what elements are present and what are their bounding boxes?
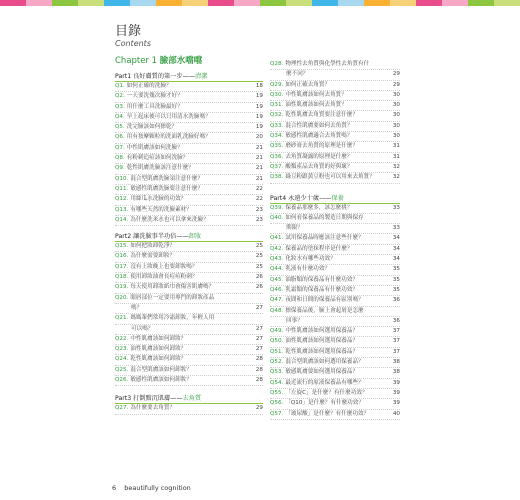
question-text: 油性肌膚該如何去角質？ bbox=[285, 102, 347, 109]
question-number: Q32. bbox=[270, 112, 284, 119]
toc-entry[interactable] bbox=[270, 204, 400, 214]
color-stripe-segment bbox=[104, 0, 130, 6]
page-ref: 25 bbox=[255, 253, 263, 260]
question-number: Q41. bbox=[270, 235, 284, 242]
toc-entry[interactable] bbox=[115, 325, 263, 335]
question-text: 油性肌膚該如何選用保養品？ bbox=[285, 338, 359, 345]
question-text: 一天要洗幾次臉才好？ bbox=[126, 93, 183, 100]
toc-entry[interactable] bbox=[270, 389, 400, 399]
toc-entry[interactable] bbox=[115, 252, 263, 262]
question-number: Q14. bbox=[115, 216, 129, 223]
toc-entry[interactable] bbox=[115, 185, 263, 195]
question-number: Q38. bbox=[270, 174, 284, 181]
color-stripe-segment bbox=[26, 0, 52, 6]
toc-entry[interactable] bbox=[115, 103, 263, 113]
question-text: 嗎？ bbox=[131, 304, 143, 311]
question-number: Q13. bbox=[115, 206, 129, 213]
page-ref: 25 bbox=[255, 243, 263, 250]
question-number: Q5. bbox=[115, 124, 125, 131]
page-ref: 34 bbox=[392, 235, 400, 242]
question-number: Q27. bbox=[115, 405, 129, 412]
toc-entry[interactable] bbox=[270, 81, 400, 91]
toc-entry[interactable] bbox=[115, 273, 263, 283]
toc-entry[interactable] bbox=[115, 175, 263, 185]
question-number: Q36. bbox=[270, 153, 284, 160]
page-ref: 28 bbox=[255, 377, 263, 384]
color-stripe-segment bbox=[390, 0, 416, 6]
part-heading: Part1 良好膚質的第一步——清潔 bbox=[115, 72, 263, 82]
page-ref: 39 bbox=[392, 389, 400, 396]
question-text: 乳霜類的保養品有什麼功效？ bbox=[285, 286, 359, 293]
question-text: 敏感性肌膚洗臉要注意什麼？ bbox=[130, 185, 204, 192]
toc-entry[interactable] bbox=[270, 163, 400, 173]
page-ref: 37 bbox=[392, 348, 400, 355]
page-ref: 26 bbox=[255, 284, 263, 291]
toc-entry[interactable] bbox=[115, 133, 263, 143]
toc-entry[interactable] bbox=[270, 101, 400, 111]
question-text: 保養品那麼多，該怎麼挑？ bbox=[285, 204, 353, 211]
question-number: Q49. bbox=[270, 328, 284, 335]
question-text: 綠豆粉跟黃豆粉也可以用來去角質？ bbox=[285, 174, 375, 181]
question-text: 乾性肌膚該如何選用保養品？ bbox=[285, 348, 359, 355]
page-number: 6 bbox=[112, 484, 117, 492]
page-ref: 25 bbox=[255, 263, 263, 270]
question-text: 混合性肌膚要如何去角質？ bbox=[285, 122, 353, 129]
question-text: 磨砂膏去角質的原理是什麼？ bbox=[285, 143, 359, 150]
question-number: Q3. bbox=[115, 103, 125, 110]
toc-entry[interactable] bbox=[270, 399, 400, 409]
page-ref: 27 bbox=[255, 304, 263, 311]
page-ref: 38 bbox=[392, 369, 400, 376]
page-ref: 32 bbox=[392, 174, 400, 181]
question-text: 「左旋C」是什麼？有什麼功效？ bbox=[285, 389, 368, 396]
toc-entry[interactable] bbox=[115, 335, 263, 345]
page-ref: 30 bbox=[392, 112, 400, 119]
question-text: 夜間和日間的保養品有區別嗎？ bbox=[285, 297, 364, 304]
question-number: Q30. bbox=[270, 91, 284, 98]
page-ref: 39 bbox=[392, 400, 400, 407]
page-ref: 30 bbox=[392, 133, 400, 140]
color-stripe-segment bbox=[156, 0, 182, 6]
color-stripe-segment bbox=[442, 0, 468, 6]
question-number: Q2. bbox=[115, 93, 125, 100]
page-ref: 21 bbox=[255, 144, 263, 151]
question-text: 有粉刺追痘該如何洗臉？ bbox=[126, 155, 189, 162]
question-number: Q16. bbox=[115, 253, 129, 260]
color-stripe-segment bbox=[494, 0, 520, 6]
question-number: Q57. bbox=[270, 410, 284, 417]
question-text: 化妝水有哪些功效？ bbox=[285, 256, 336, 263]
toc-entry[interactable] bbox=[115, 404, 263, 414]
page-ref: 35 bbox=[392, 276, 400, 283]
page-ref: 40 bbox=[392, 410, 400, 417]
question-text: 沒有上妝晚上也要卸妝嗎？ bbox=[130, 263, 198, 270]
color-stripe-segment bbox=[260, 0, 286, 6]
page-ref: 27 bbox=[255, 335, 263, 342]
page-ref: 21 bbox=[255, 175, 263, 182]
color-stripe-segment bbox=[0, 0, 26, 6]
page-ref: 30 bbox=[392, 91, 400, 98]
toc-entry[interactable] bbox=[115, 283, 263, 293]
toc-entry[interactable] bbox=[270, 317, 400, 327]
page-ref: 39 bbox=[392, 379, 400, 386]
question-text: 油性肌膚該如何卸妝？ bbox=[130, 346, 187, 353]
question-number: Q24. bbox=[115, 356, 129, 363]
question-number: Q34. bbox=[270, 133, 284, 140]
toc-entry[interactable] bbox=[270, 132, 400, 142]
question-text: 洗完臉該如何擦乾？ bbox=[126, 124, 178, 131]
page-ref: 19 bbox=[255, 113, 263, 120]
question-text: 如何看保養品的製造日期與保存 bbox=[285, 214, 364, 221]
question-number: Q45. bbox=[270, 276, 284, 283]
question-text: 最近流行的原液保養品有哪些？ bbox=[285, 379, 364, 386]
toc-entry[interactable] bbox=[270, 265, 400, 275]
toc-entry[interactable] bbox=[115, 164, 263, 174]
toc-entry[interactable] bbox=[270, 368, 400, 378]
page-ref: 20 bbox=[255, 134, 263, 141]
question-number: Q9. bbox=[115, 165, 125, 172]
page-ref: 22 bbox=[255, 196, 263, 203]
question-text: 用什麼工具洗臉最好？ bbox=[126, 103, 183, 110]
right-column bbox=[270, 56, 400, 420]
chapter-title: 臉部水噹噹 bbox=[159, 56, 203, 66]
question-number: Q10. bbox=[115, 175, 129, 182]
left-column bbox=[115, 56, 263, 415]
page-ref: 28 bbox=[255, 366, 263, 373]
question-text: 物理性去角質與化學性去角質有什 bbox=[285, 61, 370, 67]
color-stripe-segment bbox=[286, 0, 312, 6]
page-ref: 26 bbox=[255, 274, 263, 281]
color-stripe-segment bbox=[338, 0, 364, 6]
question-text: 為什麼要去角質？ bbox=[130, 405, 176, 412]
question-text: 期限？ bbox=[286, 225, 303, 232]
question-text: 乾性肌膚該如何卸妝？ bbox=[130, 356, 187, 363]
toc-entry[interactable] bbox=[115, 366, 263, 376]
question-number: Q25. bbox=[115, 366, 129, 373]
question-number: Q43. bbox=[270, 256, 284, 263]
question-number: Q39. bbox=[270, 204, 284, 211]
page-ref: 37 bbox=[392, 328, 400, 335]
page-ref: 36 bbox=[392, 297, 400, 304]
question-text: 混合型肌膚洗臉須注意什麼？ bbox=[130, 175, 204, 182]
question-number: Q19. bbox=[115, 284, 129, 291]
question-text: 眼唇部位一定要用專門的卸妝產品 bbox=[130, 294, 215, 301]
toc-entry[interactable] bbox=[270, 60, 400, 70]
color-stripe-segment bbox=[130, 0, 156, 6]
toc-entry[interactable] bbox=[115, 294, 263, 304]
question-text: 試用保養品時應該注意些什麼？ bbox=[285, 235, 364, 242]
page-ref: 27 bbox=[255, 346, 263, 353]
page-header bbox=[115, 24, 151, 49]
question-text: 有哪些天然的洗臉素材？ bbox=[130, 206, 192, 213]
toc-entry[interactable] bbox=[115, 123, 263, 133]
question-text: 「玻尿酸」是什麼？有什麼功效？ bbox=[285, 410, 370, 417]
question-number: Q22. bbox=[115, 335, 129, 342]
toc-entry[interactable] bbox=[270, 348, 400, 358]
question-text: 回事？ bbox=[286, 317, 303, 324]
toc-entry[interactable] bbox=[270, 173, 400, 183]
question-text: 乳液有什麼功效？ bbox=[285, 266, 331, 273]
question-text: 使用卸妝油會長痘痘粉刺？ bbox=[130, 274, 198, 281]
toc-entry[interactable] bbox=[270, 91, 400, 101]
chapter-heading bbox=[115, 56, 263, 67]
toc-entry[interactable] bbox=[115, 195, 263, 205]
page-ref: 19 bbox=[255, 103, 263, 110]
page-ref: 29 bbox=[255, 405, 263, 412]
question-text: 敏感性肌膚適合去角質嗎？ bbox=[285, 133, 353, 140]
question-number: Q54. bbox=[270, 379, 284, 386]
question-number: Q28. bbox=[270, 61, 284, 67]
question-text: 乾性肌膚去角質要注意什麼？ bbox=[285, 112, 359, 119]
question-number: Q55. bbox=[270, 389, 284, 396]
page-ref: 29 bbox=[392, 71, 400, 78]
toc-entry[interactable] bbox=[115, 345, 263, 355]
question-text: 麼不同？ bbox=[286, 71, 309, 78]
question-text: 用絲瓜水洗臉的功效？ bbox=[130, 196, 187, 203]
question-number: Q17. bbox=[115, 263, 129, 270]
page-ref: 27 bbox=[255, 325, 263, 332]
page-ref: 21 bbox=[255, 155, 263, 162]
page-ref: 31 bbox=[392, 153, 400, 160]
question-number: Q18. bbox=[115, 274, 129, 281]
part-heading: Part4 永遠少十歲——保養 bbox=[270, 194, 400, 204]
toc-entry[interactable] bbox=[270, 307, 400, 317]
question-number: Q47. bbox=[270, 297, 284, 304]
page-ref: 35 bbox=[392, 266, 400, 273]
question-number: Q26. bbox=[115, 377, 129, 384]
question-number: Q53. bbox=[270, 369, 284, 376]
color-stripe-segment bbox=[468, 0, 494, 6]
page-ref: 19 bbox=[255, 124, 263, 131]
page-ref: 35 bbox=[392, 286, 400, 293]
toc-entry[interactable] bbox=[115, 355, 263, 365]
page-ref: 34 bbox=[392, 245, 400, 252]
question-number: Q44. bbox=[270, 266, 284, 273]
color-stripe-segment bbox=[234, 0, 260, 6]
toc-entry[interactable] bbox=[270, 142, 400, 152]
question-text: 用有按摩顆粒的洗面乳洗臉好嗎？ bbox=[126, 134, 211, 141]
page-subtitle: Contents bbox=[115, 39, 151, 48]
color-stripe-segment bbox=[364, 0, 390, 6]
color-stripe-segment bbox=[208, 0, 234, 6]
question-text: 敏感性肌膚該如何卸妝？ bbox=[130, 377, 192, 384]
question-text: 中性肌膚該如何洗臉？ bbox=[126, 144, 183, 151]
question-number: Q6. bbox=[115, 134, 125, 141]
toc-entry[interactable] bbox=[115, 242, 263, 252]
question-text: 油脂類的保養品有什麼功效？ bbox=[285, 276, 359, 283]
page-ref: 34 bbox=[392, 256, 400, 263]
toc-entry[interactable] bbox=[115, 216, 263, 226]
toc-entry[interactable] bbox=[270, 410, 400, 420]
question-number: Q50. bbox=[270, 338, 284, 345]
page-ref: 21 bbox=[255, 165, 263, 172]
footer-text: beautifully cognition bbox=[124, 484, 191, 492]
page-ref: 23 bbox=[255, 206, 263, 213]
toc-entry[interactable] bbox=[270, 379, 400, 389]
page-ref: 33 bbox=[392, 204, 400, 211]
question-text: 敏感肌膚要如何選用保養品？ bbox=[285, 369, 359, 376]
question-number: Q40. bbox=[270, 214, 284, 221]
question-text: 每天使用卸妝紙巾會傷害肌膚嗎？ bbox=[130, 284, 215, 291]
question-number: Q31. bbox=[270, 102, 284, 109]
question-text: 「Q10」是什麼？有什麼功效？ bbox=[285, 400, 364, 407]
color-stripe-segment bbox=[52, 0, 78, 6]
toc-entry[interactable] bbox=[115, 92, 263, 102]
question-number: Q11. bbox=[115, 185, 129, 192]
question-number: Q52. bbox=[270, 359, 284, 366]
toc-entry[interactable] bbox=[270, 327, 400, 337]
part-heading: Part3 打倒黯沉肌膚——去角質 bbox=[115, 394, 263, 404]
page-ref: 31 bbox=[392, 143, 400, 150]
page-ref: 23 bbox=[255, 216, 263, 223]
color-stripe-segment bbox=[78, 0, 104, 6]
toc-entry[interactable] bbox=[270, 70, 400, 80]
question-number: Q51. bbox=[270, 348, 284, 355]
page-ref: 32 bbox=[392, 163, 400, 170]
question-text: 早上起床後可以只用清水洗臉嗎？ bbox=[126, 113, 211, 120]
question-number: Q37. bbox=[270, 163, 284, 170]
page-ref: 29 bbox=[392, 81, 400, 88]
question-text: 媽媽輩們常用冷霜卸妝，年輕人用 bbox=[130, 315, 215, 322]
toc-entry[interactable] bbox=[270, 276, 400, 286]
question-number: Q48. bbox=[270, 307, 284, 314]
toc-entry[interactable] bbox=[115, 82, 263, 92]
toc-entry[interactable] bbox=[270, 153, 400, 163]
question-number: Q35. bbox=[270, 143, 284, 150]
toc-entry[interactable] bbox=[270, 255, 400, 265]
question-number: Q20. bbox=[115, 294, 129, 301]
question-text: 為什麼需要卸妝？ bbox=[130, 253, 176, 260]
toc-entry[interactable] bbox=[270, 337, 400, 347]
question-number: Q42. bbox=[270, 245, 284, 252]
question-text: 中性肌膚該如何選用保養品？ bbox=[285, 328, 359, 335]
toc-entry[interactable] bbox=[115, 304, 263, 314]
question-text: 如何把妝卸乾淨？ bbox=[130, 243, 176, 250]
toc-entry[interactable] bbox=[270, 224, 400, 234]
question-number: Q46. bbox=[270, 286, 284, 293]
question-text: 為什麼洗米水也可以拿來洗臉？ bbox=[130, 216, 209, 223]
question-text: 去角質凝露的原理是什麼？ bbox=[285, 153, 353, 160]
toc-entry[interactable] bbox=[115, 113, 263, 123]
page-ref: 30 bbox=[392, 102, 400, 109]
page-ref: 28 bbox=[255, 356, 263, 363]
page-ref: 19 bbox=[255, 93, 263, 100]
question-text: 中性肌膚該如何卸妝？ bbox=[130, 335, 187, 342]
question-number: Q33. bbox=[270, 122, 284, 129]
toc-entry[interactable] bbox=[115, 206, 263, 216]
question-number: Q23. bbox=[115, 346, 129, 353]
question-text: 混合型肌膚該如何選用保養品？ bbox=[285, 359, 364, 366]
toc-entry[interactable] bbox=[270, 358, 400, 368]
chapter-label: Chapter 1 bbox=[115, 56, 158, 66]
toc-entry[interactable] bbox=[270, 286, 400, 296]
toc-entry[interactable] bbox=[270, 214, 400, 224]
question-text: 擦保養品後，臉上會起屑是怎麼 bbox=[285, 307, 364, 314]
toc-entry[interactable] bbox=[270, 122, 400, 132]
toc-entry[interactable] bbox=[115, 376, 263, 386]
page-ref: 37 bbox=[392, 338, 400, 345]
question-number: Q56. bbox=[270, 400, 284, 407]
question-number: Q29. bbox=[270, 81, 284, 88]
page-footer bbox=[112, 484, 191, 492]
question-number: Q21. bbox=[115, 315, 129, 322]
page-title: 目錄 bbox=[115, 24, 142, 39]
question-text: 可以嗎？ bbox=[131, 325, 154, 332]
page-ref: 36 bbox=[392, 317, 400, 324]
toc-entry[interactable] bbox=[270, 234, 400, 244]
question-number: Q12. bbox=[115, 196, 129, 203]
question-number: Q8. bbox=[115, 155, 125, 162]
page-ref: 33 bbox=[392, 225, 400, 232]
toc-entry[interactable] bbox=[115, 263, 263, 273]
part-heading: Part2 讓洗臉事半功倍——卸妝 bbox=[115, 232, 263, 242]
page-ref: 18 bbox=[255, 83, 263, 89]
toc-entry[interactable] bbox=[270, 111, 400, 121]
question-number: Q4. bbox=[115, 113, 125, 120]
toc-entry[interactable] bbox=[115, 314, 263, 324]
question-text: 保養品的塗抹程序是什麼？ bbox=[285, 245, 353, 252]
question-text: 中性肌膚該如何去角質？ bbox=[285, 91, 347, 98]
page-ref: 30 bbox=[392, 122, 400, 129]
question-text: 酸類產品去角質的好與壞？ bbox=[285, 163, 353, 170]
question-text: 如何正確去角質？ bbox=[285, 81, 331, 88]
color-stripe-segment bbox=[416, 0, 442, 6]
toc-entry[interactable] bbox=[270, 245, 400, 255]
color-stripe-segment bbox=[312, 0, 338, 6]
color-stripe-bar bbox=[0, 0, 520, 6]
question-number: Q7. bbox=[115, 144, 125, 151]
page-ref: 38 bbox=[392, 359, 400, 366]
question-number: Q15. bbox=[115, 243, 129, 250]
color-stripe-segment bbox=[182, 0, 208, 6]
toc-entry[interactable] bbox=[115, 144, 263, 154]
toc-entry[interactable] bbox=[270, 296, 400, 306]
question-number: Q1. bbox=[115, 83, 125, 89]
question-text: 乾性肌膚洗臉該注意什麼？ bbox=[126, 165, 194, 172]
question-text: 混合型肌膚該如何卸妝？ bbox=[130, 366, 192, 373]
toc-entry[interactable] bbox=[115, 154, 263, 164]
page-ref: 22 bbox=[255, 185, 263, 192]
question-text: 如何正確的洗臉？ bbox=[126, 83, 172, 89]
